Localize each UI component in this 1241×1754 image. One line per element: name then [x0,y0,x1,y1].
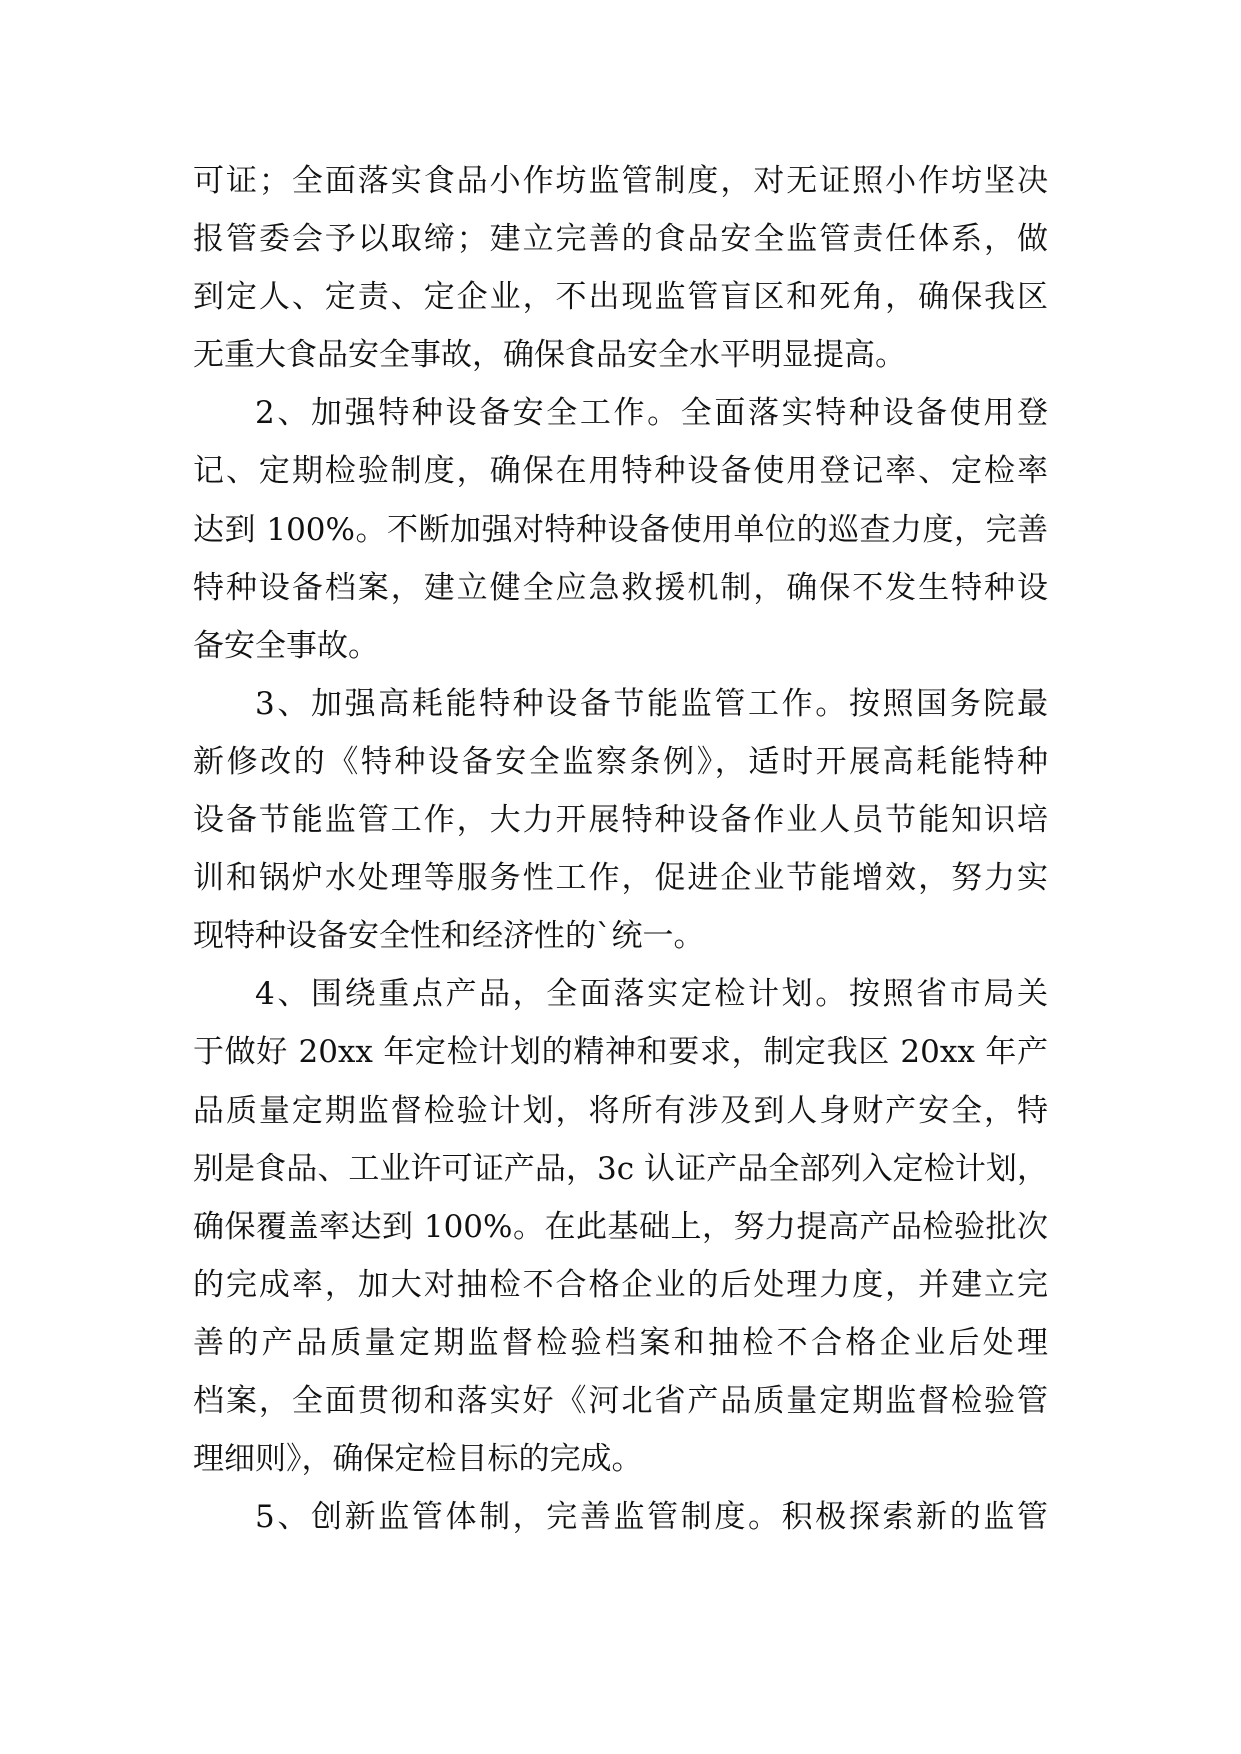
text-line: 训和锅炉水处理等服务性工作，促进企业节能增效，努力实 [193,860,1048,897]
text-line: 设备节能监管工作，大力开展特种设备作业人员节能知识培 [193,802,1048,839]
text-line: 可证；全面落实食品小作坊监管制度，对无证照小作坊坚决 [193,163,1048,199]
paragraph-food-safety-continued [193,152,1048,384]
text-line: 现特种设备安全性和经济性的`统一。 [193,918,705,955]
text-line: 无重大食品安全事故，确保食品安全水平明显提高。 [193,337,906,374]
text-line: 的完成率，加大对抽检不合格企业的后处理力度，并建立完 [193,1266,1048,1303]
text-line: 5、创新监管体制，完善监管制度。积极探索新的监管 [255,1499,1048,1536]
text-line: 达到 100%。不断加强对特种设备使用单位的巡查力度，完善 [193,511,1048,548]
text-line: 到定人、定责、定企业，不出现监管盲区和死角，确保我区 [193,279,1048,316]
paragraph-inspection-plan [193,965,1048,1488]
text-line: 品质量定期监督检验计划，将所有涉及到人身财产安全，特 [193,1092,1048,1129]
paragraph-special-equipment-safety [193,384,1048,674]
text-line: 报管委会予以取缔；建立完善的食品安全监管责任体系，做 [193,221,1048,258]
text-line: 理细则》，确保定检目标的完成。 [193,1441,643,1478]
text-line: 档案，全面贯彻和落实好《河北省产品质量定期监督检验管 [193,1382,1048,1419]
text-line: 于做好 20xx 年定检计划的精神和要求，制定我区 20xx 年产 [193,1034,1048,1071]
text-line: 确保覆盖率达到 100%。在此基础上，努力提高产品检验批次 [193,1208,1048,1245]
paragraph-supervision-innovation [193,1488,1048,1546]
text-line: 记、定期检验制度，确保在用特种设备使用登记率、定检率 [193,453,1048,490]
document-body [193,152,1048,1546]
text-line: 备安全事故。 [193,627,379,664]
text-line: 4、围绕重点产品，全面落实定检计划。按照省市局关 [255,976,1048,1013]
text-line: 特种设备档案，建立健全应急救援机制，确保不发生特种设 [193,569,1048,606]
text-line: 2、加强特种设备安全工作。全面落实特种设备使用登 [255,395,1048,432]
text-line: 3、加强高耗能特种设备节能监管工作。按照国务院最 [255,685,1048,722]
paragraph-energy-saving [193,675,1048,965]
text-line: 别是食品、工业许可证产品，3c 认证产品全部列入定检计划， [193,1150,1048,1187]
text-line: 新修改的《特种设备安全监察条例》，适时开展高耗能特种 [193,743,1048,780]
text-line: 善的产品质量定期监督检验档案和抽检不合格企业后处理 [193,1324,1048,1361]
